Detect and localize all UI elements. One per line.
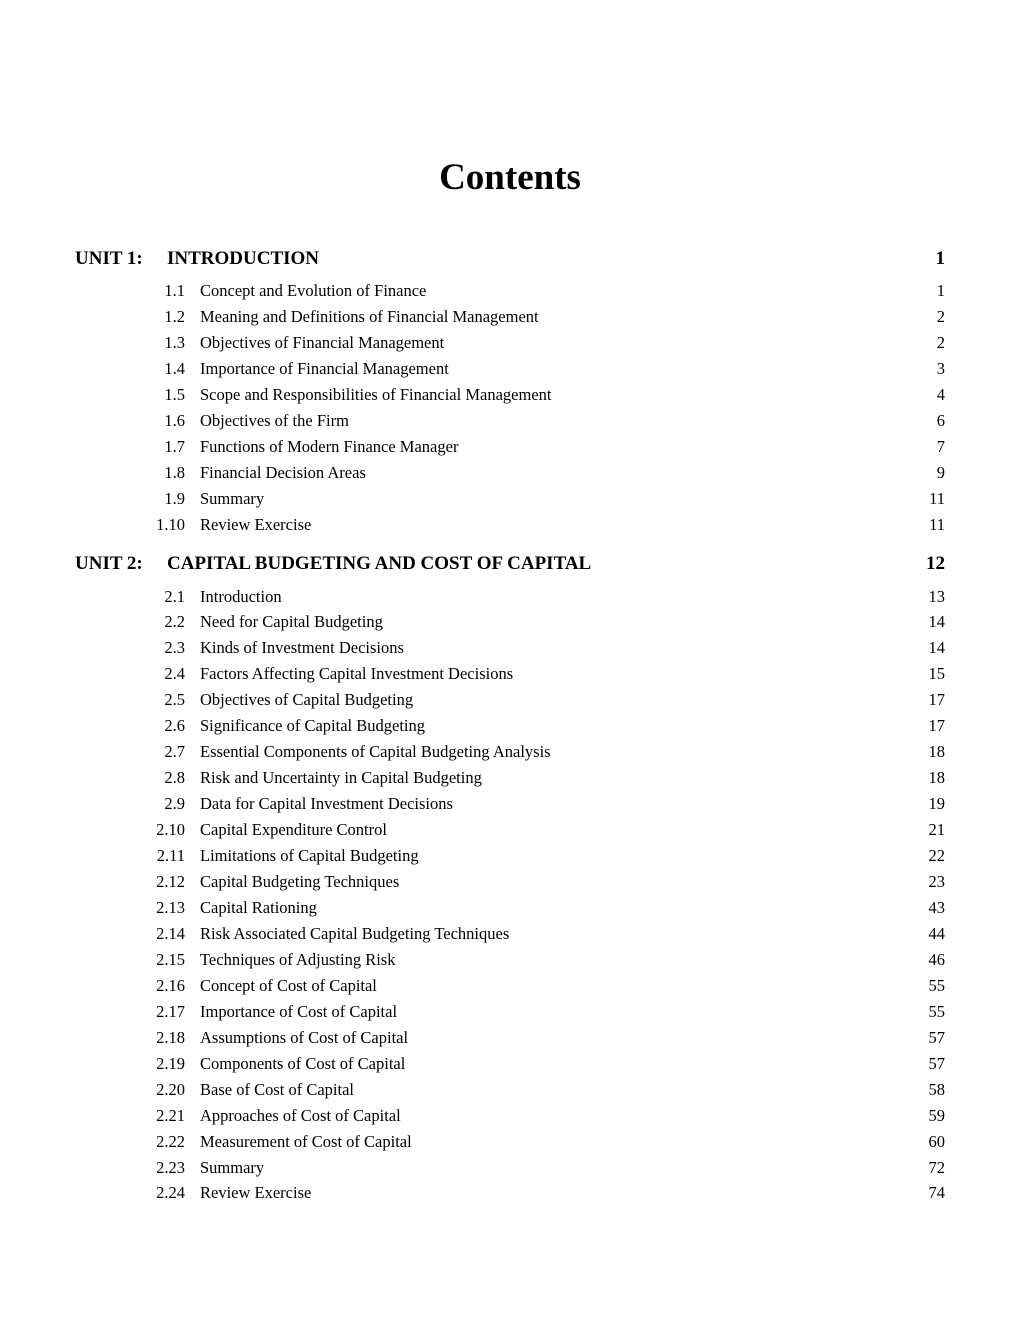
entry-number: 1.2	[164, 306, 185, 326]
toc-entry[interactable]	[0, 843, 1020, 869]
toc-entry[interactable]	[0, 895, 1020, 921]
entry-number: 1.8	[164, 462, 185, 482]
entry-number: 2.8	[164, 768, 185, 788]
toc-entry[interactable]	[0, 486, 1020, 512]
toc-entry[interactable]	[0, 512, 1020, 538]
entry-list	[0, 278, 1020, 538]
entry-title: Summary	[200, 1157, 265, 1177]
entry-page-number: 19	[928, 794, 945, 814]
entry-title: Capital Expenditure Control	[200, 820, 387, 840]
entry-number: 2.11	[156, 846, 185, 866]
entry-page-number: 11	[929, 488, 945, 508]
entry-page-number: 3	[936, 358, 945, 378]
entry-number: 1.3	[164, 332, 185, 352]
entry-title: Assumptions of Cost of Capital	[200, 1027, 409, 1047]
toc-entry[interactable]	[0, 1077, 1020, 1103]
entry-page-number: 17	[928, 690, 945, 710]
entry-page-number: 72	[928, 1157, 945, 1177]
toc-entry[interactable]	[0, 304, 1020, 330]
entry-title: Introduction	[200, 586, 282, 606]
entry-number: 2.15	[156, 949, 185, 969]
entry-number: 2.14	[156, 923, 185, 943]
entry-title: Need for Capital Budgeting	[200, 612, 383, 632]
entry-number: 2.7	[164, 742, 185, 762]
page-title: Contents	[439, 157, 581, 198]
toc-entry[interactable]	[0, 609, 1020, 635]
entry-title: Importance of Cost of Capital	[200, 1001, 398, 1021]
entry-number: 1.7	[164, 436, 185, 456]
toc-entry[interactable]	[0, 356, 1020, 382]
entry-number: 2.1	[164, 586, 185, 606]
toc-entry[interactable]	[0, 661, 1020, 687]
entry-page-number: 2	[936, 332, 945, 352]
toc-entry[interactable]	[0, 1103, 1020, 1129]
toc-entry[interactable]	[0, 408, 1020, 434]
toc-entry[interactable]	[0, 330, 1020, 356]
entry-page-number: 6	[936, 410, 945, 430]
toc-entry[interactable]	[0, 713, 1020, 739]
entry-page-number: 14	[928, 612, 945, 632]
entry-title: Review Exercise	[200, 1183, 312, 1203]
toc-entry[interactable]	[0, 460, 1020, 486]
entry-page-number: 21	[928, 820, 945, 840]
entry-title: Measurement of Cost of Capital	[200, 1131, 412, 1151]
entry-number: 2.10	[156, 820, 185, 840]
entry-page-number: 57	[928, 1053, 945, 1073]
entry-page-number: 18	[928, 742, 945, 762]
entry-title: Base of Cost of Capital	[200, 1079, 354, 1099]
entry-title: Kinds of Investment Decisions	[200, 638, 404, 658]
entry-title: Components of Cost of Capital	[200, 1053, 406, 1073]
entry-page-number: 44	[928, 923, 945, 943]
entry-title: Meaning and Definitions of Financial Management	[200, 306, 539, 326]
toc-entry[interactable]	[0, 382, 1020, 408]
entry-title: Factors Affecting Capital Investment Decisions	[200, 664, 514, 684]
entry-page-number: 17	[928, 716, 945, 736]
toc-entry[interactable]	[0, 1180, 1020, 1206]
entry-title: Essential Components of Capital Budgeting Analysis	[200, 742, 551, 762]
entry-title: Functions of Modern Finance Manager	[200, 436, 459, 456]
entry-title: Limitations of Capital Budgeting	[200, 846, 419, 866]
entry-page-number: 58	[928, 1079, 945, 1099]
entry-number: 2.6	[164, 716, 185, 736]
unit-title: CAPITAL BUDGETING AND COST OF CAPITAL	[167, 552, 592, 574]
entry-number: 2.23	[156, 1157, 185, 1177]
entry-number: 1.10	[156, 514, 185, 534]
entry-title: Concept and Evolution of Finance	[200, 281, 427, 300]
entry-title: Importance of Financial Management	[200, 358, 449, 378]
toc-entry[interactable]	[0, 765, 1020, 791]
entry-page-number: 74	[928, 1183, 945, 1203]
entry-title: Review Exercise	[200, 514, 312, 534]
entry-page-number: 55	[928, 1001, 945, 1021]
toc-entry[interactable]	[0, 817, 1020, 843]
entry-number: 2.3	[164, 638, 185, 658]
entry-number: 2.21	[156, 1105, 185, 1125]
entry-page-number: 9	[936, 462, 945, 482]
entry-title: Objectives of Capital Budgeting	[200, 690, 414, 710]
unit-page-number: 12	[926, 552, 945, 574]
entry-page-number: 2	[936, 306, 945, 326]
entry-number: 2.5	[164, 690, 185, 710]
entry-page-number: 57	[928, 1027, 945, 1047]
entry-page-number: 60	[928, 1131, 945, 1151]
unit-number: UNIT 2:	[75, 552, 143, 574]
toc-entry[interactable]	[0, 278, 1020, 304]
toc-entry[interactable]	[0, 635, 1020, 661]
toc-entry[interactable]	[0, 869, 1020, 895]
entry-title: Objectives of the Firm	[200, 410, 349, 430]
entry-number: 2.16	[156, 975, 185, 995]
table-of-contents	[0, 246, 1020, 1206]
entry-number: 1.6	[164, 410, 185, 430]
entry-title: Techniques of Adjusting Risk	[200, 949, 396, 969]
toc-entry[interactable]	[0, 1129, 1020, 1155]
entry-number: 1.4	[164, 358, 185, 378]
entry-number: 2.12	[156, 872, 185, 892]
entry-page-number: 14	[928, 638, 945, 658]
entry-number: 1.5	[164, 384, 185, 404]
entry-number: 2.18	[156, 1027, 185, 1047]
toc-entry[interactable]	[0, 434, 1020, 460]
entry-number: 2.24	[156, 1183, 185, 1203]
entry-page-number: 15	[928, 664, 945, 684]
entry-page-number: 22	[928, 846, 945, 866]
entry-title: Risk Associated Capital Budgeting Techniques	[200, 923, 510, 943]
toc-entry[interactable]	[0, 739, 1020, 765]
entry-number: 2.17	[156, 1001, 185, 1021]
entry-title: Capital Budgeting Techniques	[200, 872, 400, 892]
toc-entry[interactable]	[0, 999, 1020, 1025]
unit-heading[interactable]	[0, 551, 1020, 577]
entry-number: 2.4	[164, 664, 185, 684]
entry-page-number: 46	[928, 949, 945, 969]
entry-title: Objectives of Financial Management	[200, 332, 445, 352]
entry-page-number: 11	[929, 514, 945, 534]
toc-entry[interactable]	[0, 921, 1020, 947]
entry-list	[0, 584, 1020, 1207]
entry-title: Capital Rationing	[200, 897, 317, 917]
entry-page-number: 23	[928, 872, 945, 892]
entry-title: Concept of Cost of Capital	[200, 975, 377, 995]
entry-page-number: 13	[928, 586, 945, 606]
toc-entry[interactable]	[0, 1051, 1020, 1077]
entry-number: 2.13	[156, 897, 185, 917]
entry-title: Financial Decision Areas	[200, 462, 366, 482]
entry-number: 1.9	[164, 488, 185, 508]
entry-title: Data for Capital Investment Decisions	[200, 794, 453, 814]
entry-number: 2.20	[156, 1079, 185, 1099]
entry-page-number: 59	[928, 1105, 945, 1125]
toc-entry[interactable]	[0, 947, 1020, 973]
entry-page-number: 4	[936, 384, 945, 404]
entry-number: 2.9	[164, 794, 185, 814]
unit-title: INTRODUCTION	[167, 248, 320, 269]
entry-page-number: 18	[928, 768, 945, 788]
unit-heading[interactable]	[0, 246, 1020, 272]
unit-page-number: 1	[935, 248, 945, 269]
entry-title: Approaches of Cost of Capital	[200, 1105, 401, 1125]
toc-entry[interactable]	[0, 1025, 1020, 1051]
entry-page-number: 55	[928, 975, 945, 995]
entry-number: 2.22	[156, 1131, 185, 1151]
unit-number: UNIT 1:	[75, 248, 143, 269]
entry-page-number: 1	[936, 281, 945, 300]
entry-number: 1.1	[164, 281, 185, 300]
toc-entry[interactable]	[0, 791, 1020, 817]
entry-number: 2.19	[156, 1053, 185, 1073]
entry-title: Summary	[200, 488, 265, 508]
toc-entry[interactable]	[0, 687, 1020, 713]
entry-number: 2.2	[164, 612, 185, 632]
entry-page-number: 7	[936, 436, 945, 456]
toc-entry[interactable]	[0, 973, 1020, 999]
entry-page-number: 43	[928, 897, 945, 917]
toc-entry[interactable]	[0, 584, 1020, 610]
entry-title: Risk and Uncertainty in Capital Budgeting	[200, 768, 482, 788]
entry-title: Scope and Responsibilities of Financial Management	[200, 384, 552, 404]
entry-title: Significance of Capital Budgeting	[200, 716, 425, 736]
toc-entry[interactable]	[0, 1155, 1020, 1181]
